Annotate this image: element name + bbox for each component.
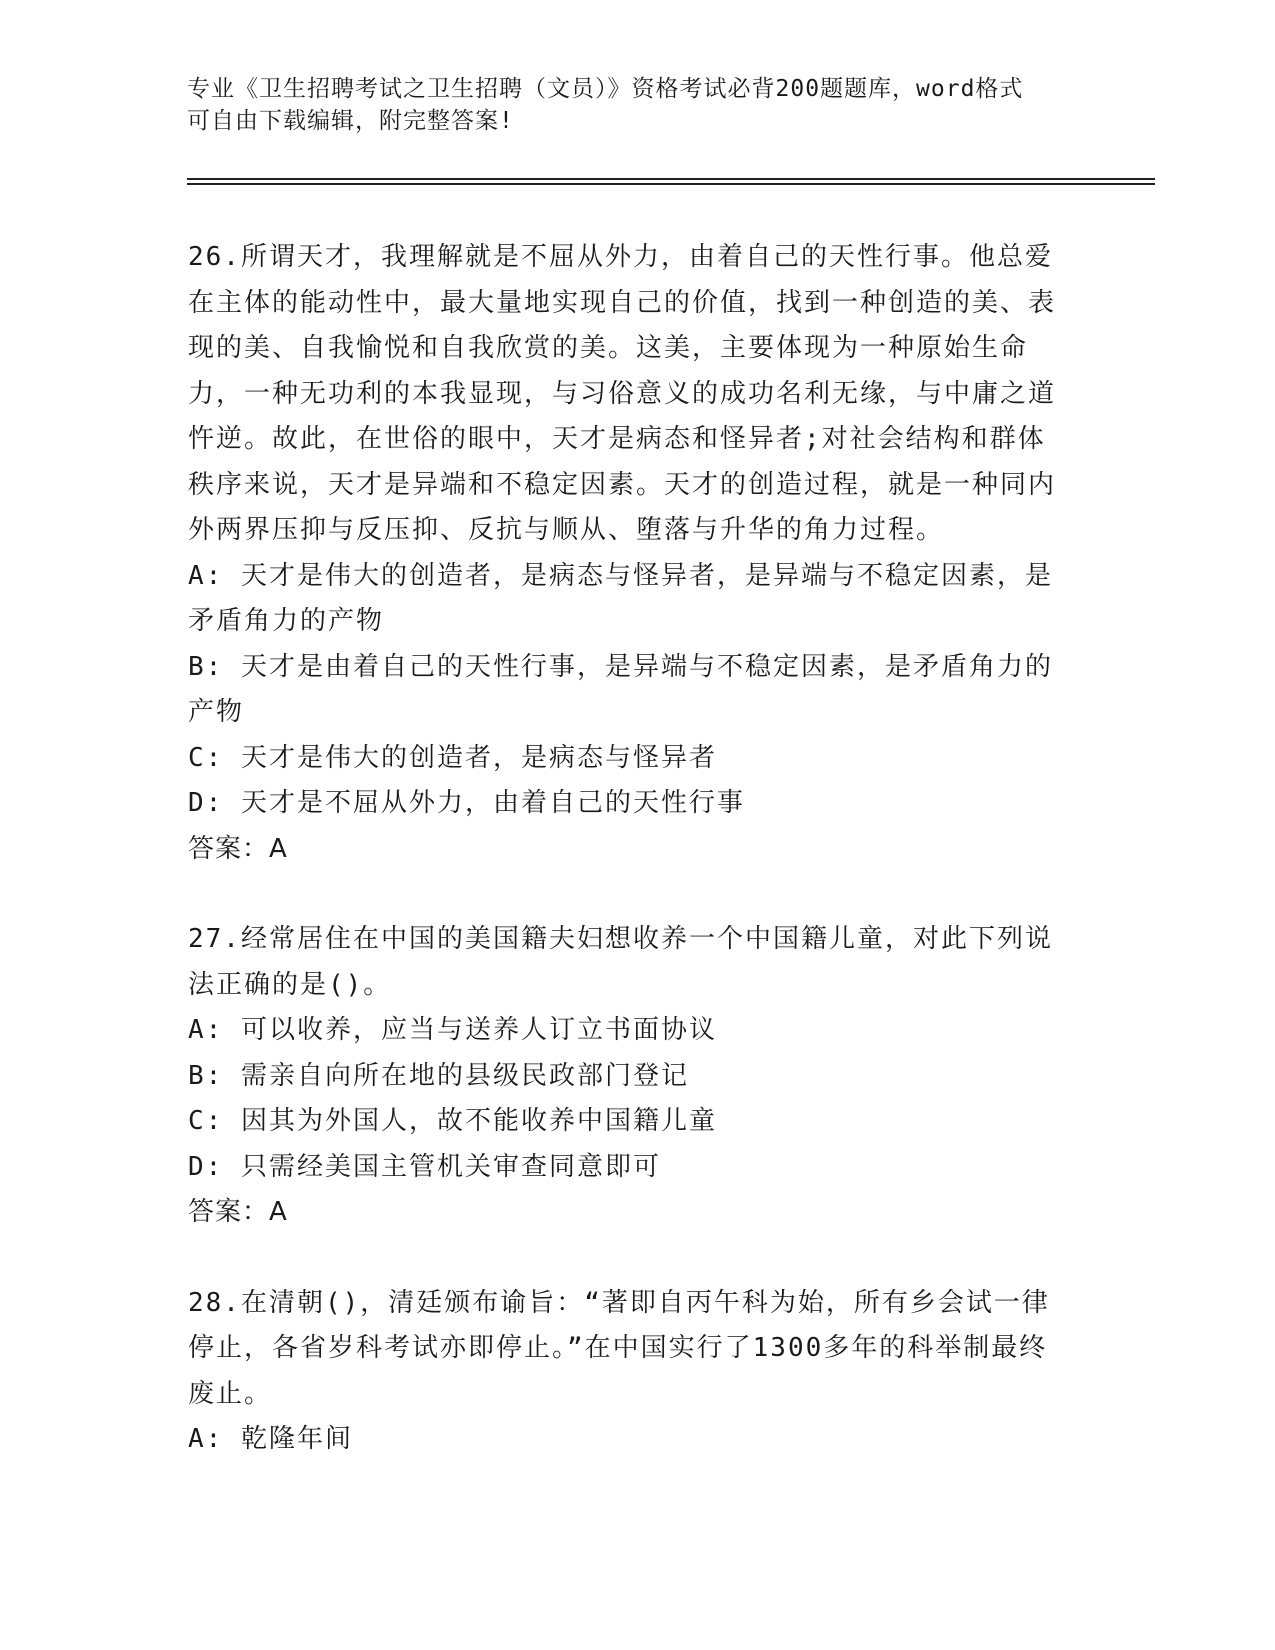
answer-line: 答案：A — [188, 1197, 288, 1227]
question-stem: 26.所谓天才，我理解就是不屈从外力，由着自己的天性行事。他总爱在主体的能动性中，最大量地实现自己的价值，找到一种创造的美、表现的美、自我愉悦和自我欣赏的美。这美，主要体现为一种原始生命力，一种无功利的本我显现，与习俗意义的成功名利无缘，与中庸之道忤逆。故此，在世俗的眼中，天才是病态和怪异者;对社会结构和群体秩序来说，天才是异端和不稳定因素。天才的创造过程，就是一种同内外两界压抑与反压抑、反抗与顺从、堕落与升华的角力过程。 — [188, 242, 1057, 545]
header-divider-bottom — [187, 183, 1155, 185]
header-divider-top — [187, 178, 1155, 180]
option-c: C: 因其为外国人，故不能收养中国籍儿童 — [188, 1106, 717, 1136]
header-line-1: 专业《卫生招聘考试之卫生招聘（文员）》资格考试必背200题题库，word格式 — [187, 76, 1024, 102]
question-stem: 27.经常居住在中国的美国籍夫妇想收养一个中国籍儿童，对此下列说法正确的是()。 — [188, 924, 1053, 1000]
question-27 — [188, 917, 1073, 1236]
document-header — [187, 73, 1067, 137]
option-d: D: 天才是不屈从外力，由着自己的天性行事 — [188, 788, 745, 818]
question-list — [188, 235, 1073, 1508]
option-d: D: 只需经美国主管机关审查同意即可 — [188, 1151, 661, 1182]
option-a: A: 可以收养，应当与送养人订立书面协议 — [188, 1015, 717, 1045]
option-a: A: 乾隆年间 — [188, 1424, 353, 1454]
option-c: C: 天才是伟大的创造者，是病态与怪异者 — [188, 742, 717, 773]
option-b: B: 需亲自向所在地的县级民政部门登记 — [188, 1060, 689, 1091]
question-28 — [188, 1281, 1073, 1463]
option-b: B: 天才是由着自己的天性行事，是异端与不稳定因素，是矛盾角力的产物 — [188, 651, 1053, 727]
question-stem: 28.在清朝()，清廷颁布谕旨：“著即自丙午科为始，所有乡会试一律停止，各省岁科考试亦即停止。”在中国实行了1300多年的科举制最终废止。 — [188, 1287, 1050, 1409]
option-a: A: 天才是伟大的创造者，是病态与怪异者，是异端与不稳定因素，是矛盾角力的产物 — [188, 560, 1053, 636]
question-26 — [188, 235, 1073, 872]
answer-line: 答案：A — [188, 833, 288, 864]
header-line-2: 可自由下载编辑，附完整答案! — [187, 108, 514, 134]
